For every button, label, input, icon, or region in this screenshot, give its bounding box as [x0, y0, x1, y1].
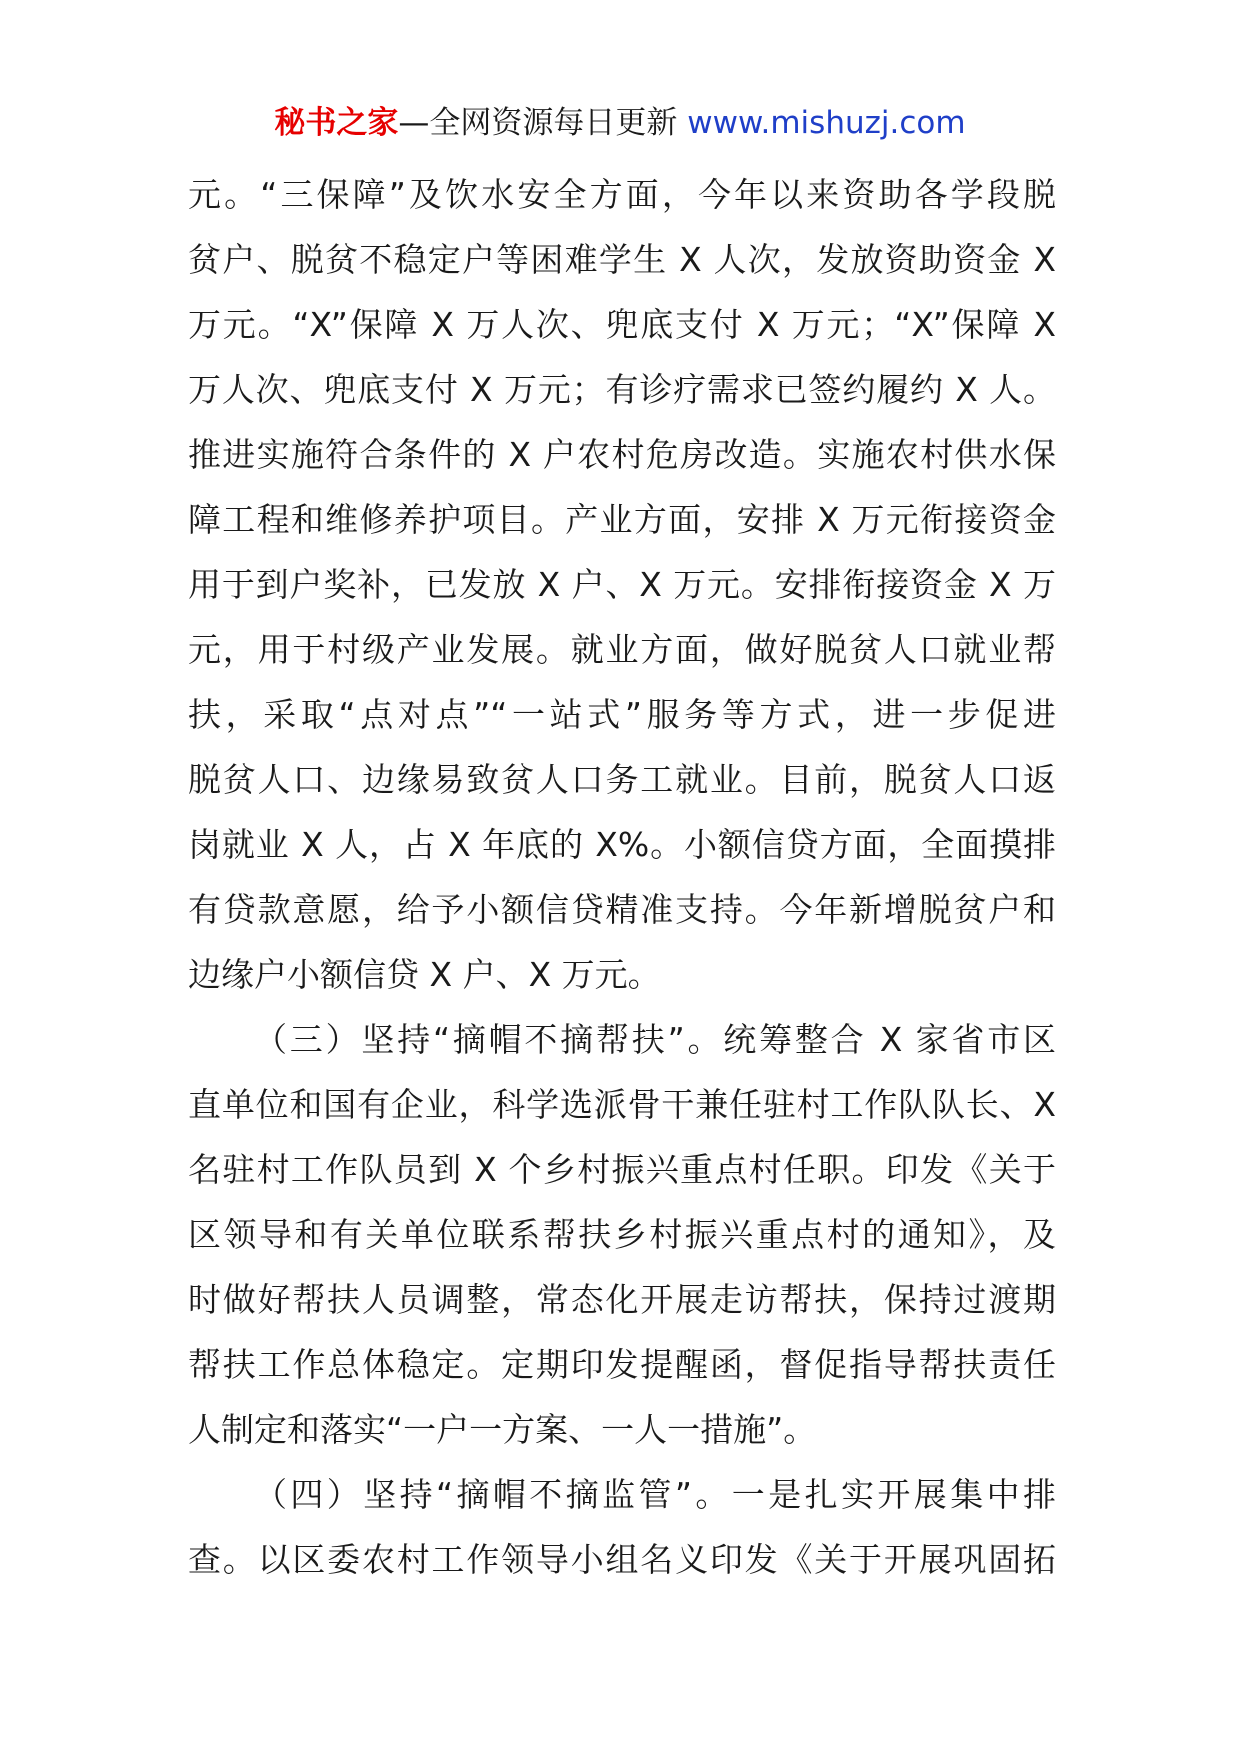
section-heading-line: （三）坚持“摘帽不摘帮扶”。统筹整合 X 家省市区 — [254, 1020, 1056, 1059]
text-line: 直单位和国有企业，科学选派骨干兼任驻村工作队队长、X — [188, 1085, 1056, 1124]
text-line: 岗就业 X 人，占 X 年底的 X%。小额信贷方面，全面摸排 — [188, 825, 1056, 864]
text-line: 贫户、脱贫不稳定户等困难学生 X 人次，发放资助资金 X — [188, 240, 1056, 279]
site-url: www.mishuzj.com — [687, 105, 966, 141]
header-slogan: —全网资源每日更新 — [398, 105, 678, 141]
section-heading-line: （四）坚持“摘帽不摘监管”。一是扎实开展集中排 — [254, 1475, 1056, 1514]
text-line: 扶，采取“点对点”“一站式”服务等方式，进一步促进 — [188, 695, 1056, 734]
text-line: 时做好帮扶人员调整，常态化开展走访帮扶，保持过渡期 — [188, 1280, 1056, 1319]
text-line: 名驻村工作队员到 X 个乡村振兴重点村任职。印发《关于 — [188, 1150, 1056, 1189]
text-line: 元，用于村级产业发展。就业方面，做好脱贫人口就业帮 — [188, 630, 1056, 669]
text-line: 边缘户小额信贷 X 户、X 万元。 — [188, 955, 661, 994]
text-line: 万元。“X”保障 X 万人次、兜底支付 X 万元；“X”保障 X — [188, 305, 1056, 344]
brand-name: 秘书之家 — [274, 105, 399, 141]
text-line: 查。以区委农村工作领导小组名义印发《关于开展巩固拓 — [188, 1540, 1056, 1579]
text-line: 障工程和维修养护项目。产业方面，安排 X 万元衔接资金 — [188, 500, 1056, 539]
text-line: 区领导和有关单位联系帮扶乡村振兴重点村的通知》，及 — [188, 1215, 1056, 1254]
text-line: 推进实施符合条件的 X 户农村危房改造。实施农村供水保 — [188, 435, 1056, 474]
text-line: 有贷款意愿，给予小额信贷精准支持。今年新增脱贫户和 — [188, 890, 1056, 929]
text-line: 脱贫人口、边缘易致贫人口务工就业。目前，脱贫人口返 — [188, 760, 1056, 799]
text-line: 人制定和落实“一户一方案、一人一措施”。 — [188, 1410, 817, 1449]
text-line: 元。“三保障”及饮水安全方面，今年以来资助各学段脱 — [188, 175, 1056, 214]
site-header — [0, 100, 1240, 146]
text-line: 帮扶工作总体稳定。定期印发提醒函，督促指导帮扶责任 — [188, 1345, 1056, 1384]
text-line: 万人次、兜底支付 X 万元；有诊疗需求已签约履约 X 人。 — [188, 370, 1056, 409]
text-line: 用于到户奖补，已发放 X 户、X 万元。安排衔接资金 X 万 — [188, 565, 1056, 604]
document-body — [188, 162, 1056, 1592]
